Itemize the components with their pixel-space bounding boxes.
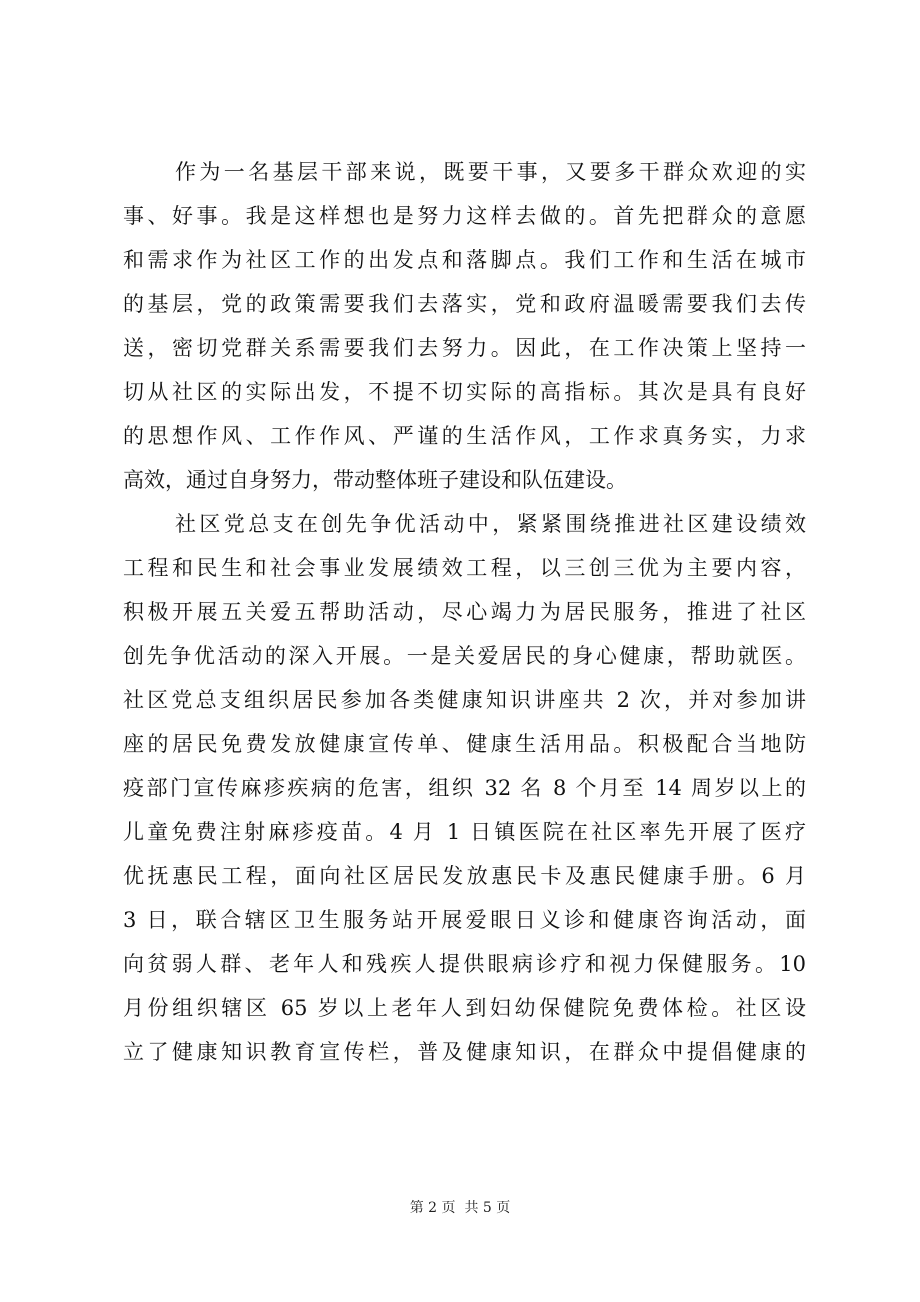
paragraph-2-line-3: 积极开展五关爱五帮助活动，尽心竭力为居民服务，推进了社区 <box>123 600 806 624</box>
paragraph-2-line-6: 座的居民免费发放健康宣传单、健康生活用品。积极配合当地防 <box>123 732 806 756</box>
paragraph-1-line-1: 作为一名基层干部来说，既要干事，又要多干群众欢迎的实 <box>175 160 806 184</box>
paragraph-2-line-2: 工程和民生和社会事业发展绩效工程，以三创三优为主要内容， <box>123 556 806 580</box>
page-footer <box>0 1196 920 1220</box>
paragraph-2-line-9: 优抚惠民工程，面向社区居民发放惠民卡及惠民健康手册。6 月 <box>123 864 806 888</box>
paragraph-2-line-1: 社区党总支在创先争优活动中，紧紧围绕推进社区建设绩效 <box>175 512 806 536</box>
paragraph-1-line-6: 切从社区的实际出发，不提不切实际的高指标。其次是具有良好 <box>123 380 806 404</box>
paragraph-2-line-10: 3 日，联合辖区卫生服务站开展爱眼日义诊和健康咨询活动，面 <box>123 908 806 932</box>
paragraph-2-line-8: 儿童免费注射麻疹疫苗。4 月 1 日镇医院在社区率先开展了医疗 <box>123 820 806 844</box>
paragraph-2-line-7: 疫部门宣传麻疹疾病的危害，组织 32 名 8 个月至 14 周岁以上的 <box>123 776 806 800</box>
paragraph-1-line-3: 和需求作为社区工作的出发点和落脚点。我们工作和生活在城市 <box>123 248 806 272</box>
paragraph-2-line-11: 向贫弱人群、老年人和残疾人提供眼病诊疗和视力保健服务。10 <box>123 952 806 976</box>
paragraph-1-line-2: 事、好事。我是这样想也是努力这样去做的。首先把群众的意愿 <box>123 204 806 228</box>
page-number-label: 第 2 页 共 5 页 <box>409 1200 511 1216</box>
paragraph-2-line-4: 创先争优活动的深入开展。一是关爱居民的身心健康，帮助就医。 <box>123 644 806 668</box>
paragraph-1-line-8: 高效，通过自身努力，带动整体班子建设和队伍建设。 <box>123 468 627 492</box>
paragraph-2-line-13: 立了健康知识教育宣传栏，普及健康知识，在群众中提倡健康的 <box>123 1040 806 1064</box>
paragraph-2-line-5: 社区党总支组织居民参加各类健康知识讲座共 2 次，并对参加讲 <box>123 688 806 712</box>
paragraph-1-line-5: 送，密切党群关系需要我们去努力。因此，在工作决策上坚持一 <box>123 336 806 360</box>
paragraph-2-line-12: 月份组织辖区 65 岁以上老年人到妇幼保健院免费体检。社区设 <box>123 996 806 1020</box>
paragraph-1-line-4: 的基层，党的政策需要我们去落实，党和政府温暖需要我们去传 <box>123 292 806 316</box>
paragraph-1-line-7: 的思想作风、工作作风、严谨的生活作风，工作求真务实，力求 <box>123 424 806 448</box>
